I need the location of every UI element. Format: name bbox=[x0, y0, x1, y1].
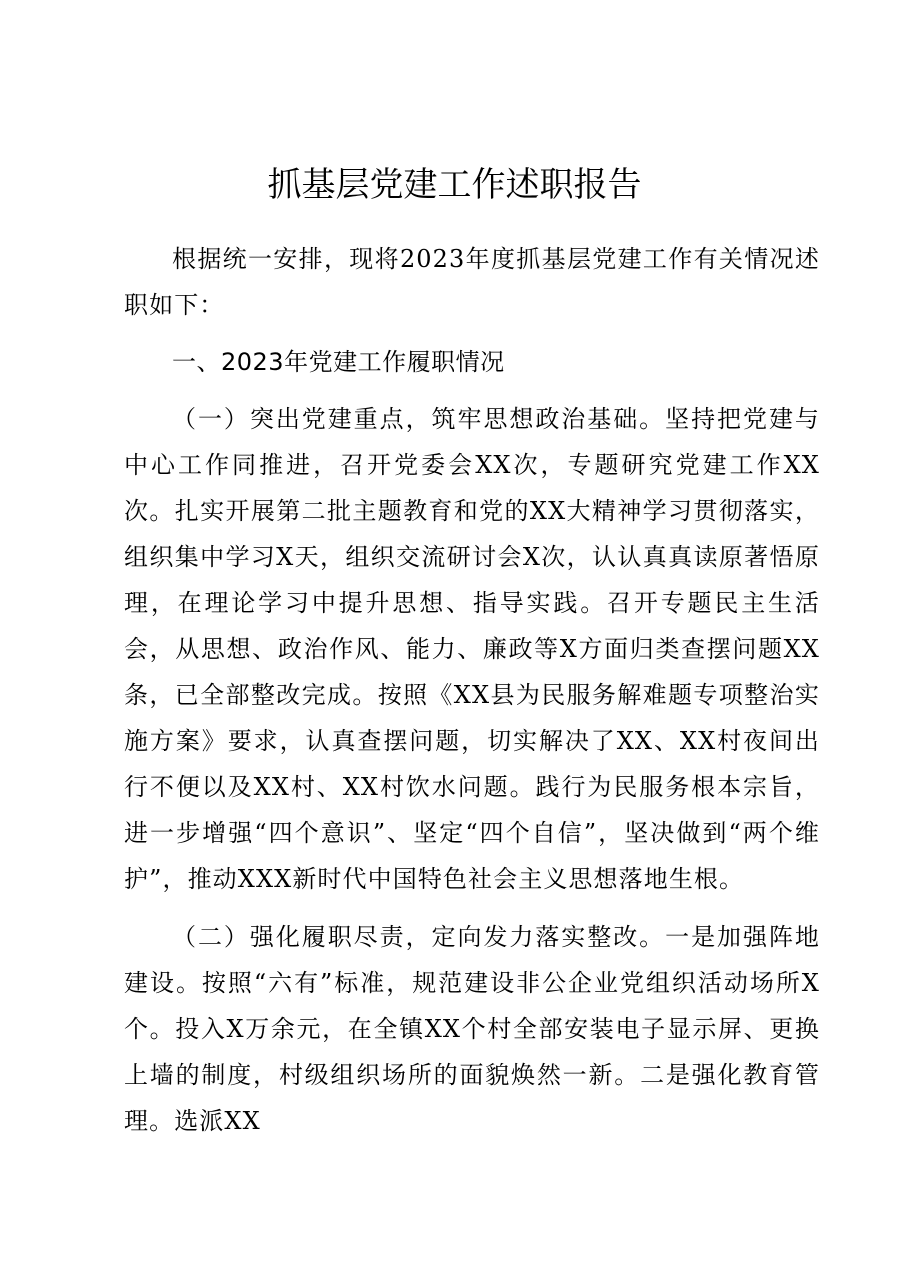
section-heading: 一、2023年党建工作履职情况 bbox=[172, 348, 505, 376]
body-paragraph-2: （二）强化履职尽责，定向发力落实整改。一是加强阵地建设。按照“六有”标准，规范建设非公企业党组织活动场所X个。投入X万余元，在全镇XX个村全部安装电子显示屏、更换上墙的制度，村级组织场所的面貌焕然一新。二是强化教育管理。选派XX bbox=[124, 923, 820, 1135]
intro-paragraph: 根据统一安排，现将2023年度抓基层党建工作有关情况述职如下： bbox=[124, 245, 820, 319]
body-paragraph-1: （一）突出党建重点，筑牢思想政治基础。坚持把党建与中心工作同推进，召开党委会XX次，专题研究党建工作XX次。扎实开展第二批主题教育和党的XX大精神学习贯彻落实，组织集中学习X天，组织交流研讨会X次，认认真真读原著悟原理，在理论学习中提升思想、指导实践。召开专题民主生活会，从思想、政治作风、能力、廉政等X方面归类查摆问题XX条，已全部整改完成。按照《XX县为民服务解难题专项整治实施方案》要求，认真查摆问题，切实解决了XX、XX村夜间出行不便以及XX村、XX村饮水问题。践行为民服务根本宗旨，进一步增强“四个意识”、坚定“四个自信”，坚决做到“两个维护”，推动XXX新时代中国特色社会主义思想落地生根。 bbox=[124, 405, 820, 893]
document-title: 抓基层党建工作述职报告 bbox=[267, 165, 642, 205]
document-body bbox=[124, 236, 820, 1155]
